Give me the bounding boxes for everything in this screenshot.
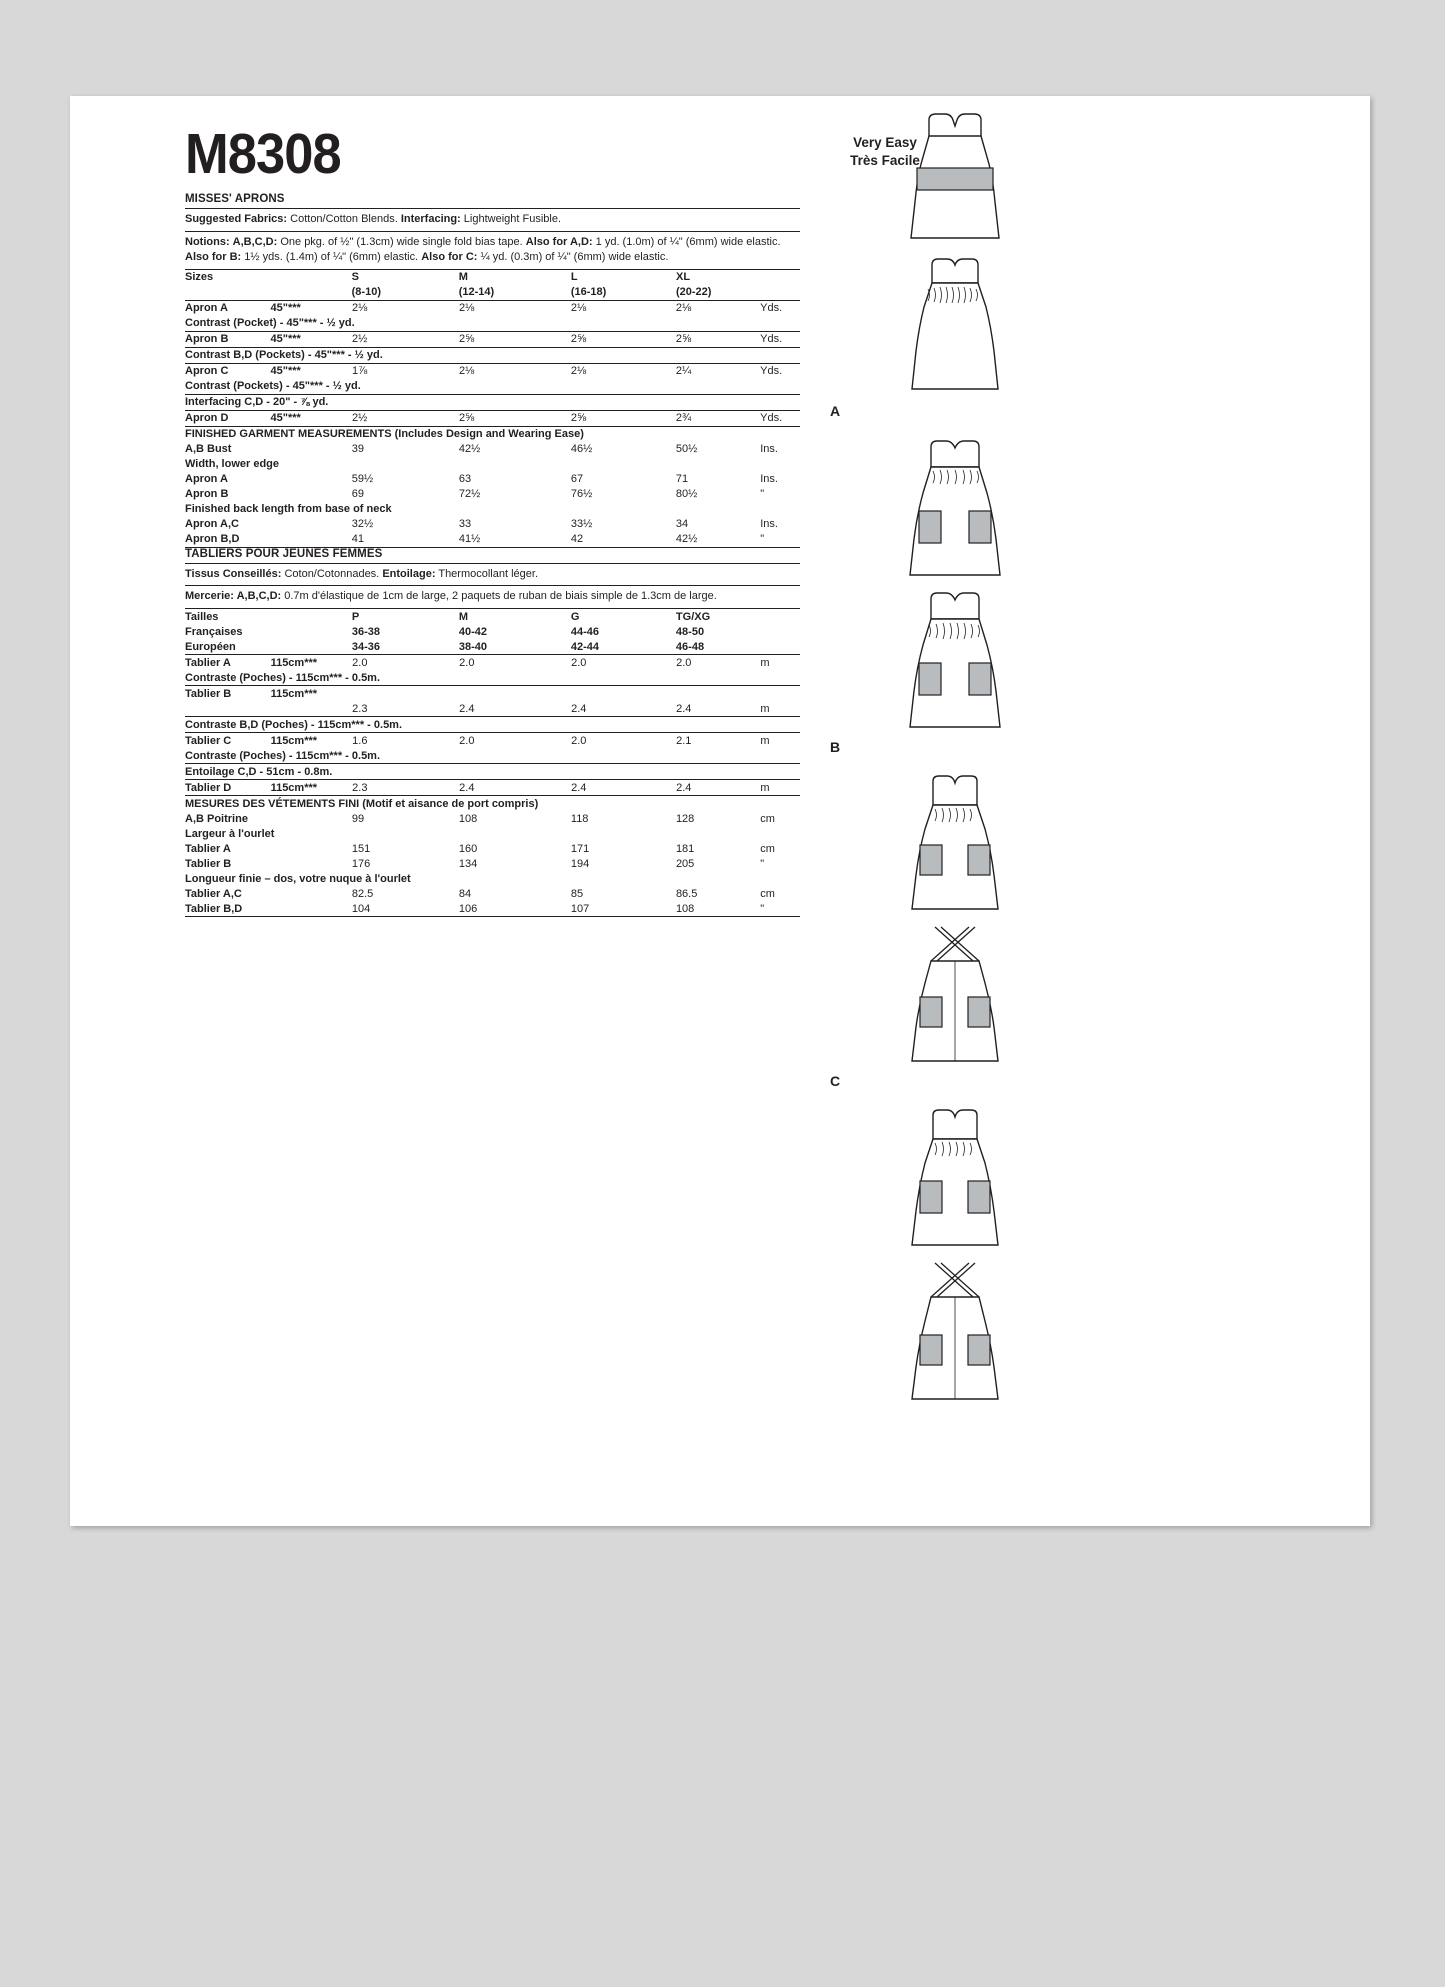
row-unit: m [760, 733, 800, 749]
row-width: 45"*** [271, 331, 352, 347]
table-row [185, 394, 800, 410]
row-unit: Yds. [760, 331, 800, 347]
row-width: 115cm*** [271, 733, 353, 749]
table-row [185, 517, 800, 532]
row-value: 99 [351, 812, 365, 825]
row-value: 33 [458, 518, 472, 531]
sizes-label-fr: Tailles [185, 610, 219, 623]
row-value: 108 [458, 812, 478, 825]
row-value: 2⅝ [571, 410, 676, 426]
category-heading-fr: TABLIERS POUR JEUNES FEMMES [185, 547, 383, 560]
row-value: 2¾ [676, 410, 760, 426]
row-value: 171 [570, 842, 590, 855]
row-width: 45"*** [271, 363, 352, 379]
row-unit: cm [760, 887, 775, 900]
sizes-label-en: Sizes [185, 271, 214, 284]
table-row [185, 856, 800, 871]
difficulty-en: Very Easy [853, 135, 917, 150]
row-note: Contrast (Pockets) - 45"*** - ½ yd. [185, 380, 361, 393]
row-subhead: Longueur finie – dos, votre nuque à l'ourlet [185, 872, 411, 885]
notions-b-text: 1½ yds. (1.4m) of ¼" (6mm) elastic. [244, 251, 419, 264]
row-value: 69 [351, 488, 365, 501]
table-row [185, 331, 800, 347]
illustration-d-back [830, 1257, 1080, 1409]
size-code-l: L [570, 271, 578, 284]
row-value: 72½ [458, 488, 481, 501]
interfacing-label-fr: Entoilage: [382, 567, 436, 580]
row-value: 2⅛ [676, 300, 760, 316]
size-range-m: (12-14) [458, 286, 495, 299]
row-value: 2½ [352, 331, 459, 347]
table-row [185, 472, 800, 487]
row-label: A,B Bust [185, 443, 232, 456]
row-unit: m [760, 780, 800, 796]
row-label: Tablier B [185, 857, 232, 870]
illustration-c-front [830, 771, 1080, 919]
size-range-s: (8-10) [351, 286, 381, 299]
row-value: 2.1 [676, 733, 760, 749]
notions-c-label: Also for C: [421, 251, 478, 264]
notions-abcd-text: One pkg. of ½" (1.3cm) wide single fold bias tape. [280, 235, 523, 248]
fabrics-label-fr: Tissus Conseillés: [185, 567, 282, 580]
row-unit: Yds. [760, 363, 800, 379]
row-value: 2½ [352, 410, 459, 426]
sizes-fr-row [185, 624, 800, 639]
view-label-b: B [830, 739, 841, 755]
row-value: 2⅝ [571, 331, 676, 347]
row-unit: Ins. [760, 518, 778, 531]
row-value: 1.6 [352, 733, 459, 749]
row-subhead: Finished back length from base of neck [185, 503, 392, 516]
row-label: Apron D [185, 410, 271, 426]
table-row [185, 532, 800, 547]
row-value: 39 [351, 443, 365, 456]
notions-text-fr: 0.7m d'élastique de 1cm de large, 2 paquets de ruban de biais simple de 1.3cm de large. [284, 590, 717, 603]
row-value: 80½ [675, 488, 698, 501]
row-value: 34-36 [351, 640, 380, 653]
row-label: Européen [185, 640, 236, 653]
row-label: Tablier A,C [185, 887, 242, 900]
row-label: Tablier A [185, 842, 231, 855]
table-row [185, 316, 800, 332]
row-note: Contraste B,D (Poches) - 115cm*** - 0.5m. [185, 717, 800, 733]
illustration-a-back [830, 253, 1080, 401]
notions-ad-text: 1 yd. (1.0m) of ¼" (6mm) wide elastic. [595, 235, 781, 248]
interfacing-text-fr: Thermocollant léger. [438, 567, 539, 580]
row-unit: " [760, 488, 765, 501]
row-value: 2.0 [571, 733, 676, 749]
size-range-xl: (20-22) [676, 286, 712, 299]
row-unit: Yds. [760, 410, 800, 426]
pattern-number: M8308 [185, 122, 341, 186]
row-note: Contrast (Pocket) - 45"*** - ½ yd. [185, 317, 355, 330]
table-row [185, 733, 800, 749]
finished-heading-en: FINISHED GARMENT MEASUREMENTS (Includes Design and Wearing Ease) [185, 426, 800, 442]
table-row [185, 780, 800, 796]
row-subhead: Largeur à l'ourlet [185, 827, 275, 840]
yardage-table-en [185, 300, 800, 426]
illustration-b-back [830, 587, 1080, 737]
sizes-table-fr [185, 609, 800, 654]
notions-label-en: Notions: [185, 235, 230, 248]
row-label: Tablier D [185, 780, 271, 796]
fabrics-text-en: Cotton/Cotton Blends. [290, 213, 398, 225]
suggested-fabrics-fr [185, 564, 800, 586]
row-value: 2⅛ [459, 363, 571, 379]
row-note: Entoilage C,D - 51cm - 0.8m. [185, 764, 800, 780]
table-row [185, 886, 800, 901]
row-value: 67 [570, 473, 584, 486]
row-value: 128 [675, 812, 695, 825]
size-code-tg: TG/XG [675, 610, 711, 623]
table-row [185, 410, 800, 426]
table-row [185, 901, 800, 916]
row-value: 63 [458, 473, 472, 486]
row-value: 2.3 [352, 702, 368, 715]
row-label: Tablier B [185, 686, 271, 702]
row-value: 2⅛ [571, 300, 676, 316]
table-row [185, 347, 800, 363]
envelope-sheet [70, 96, 1370, 1526]
fabrics-label-en: Suggested Fabrics: [185, 213, 288, 225]
table-row [185, 457, 800, 472]
interfacing-label-en: Interfacing: [400, 213, 461, 225]
row-value: 33½ [570, 518, 593, 531]
row-value: 194 [570, 857, 590, 870]
row-value: 2.0 [352, 655, 459, 671]
row-value: 2.4 [459, 780, 571, 796]
sizes-range-row [185, 285, 800, 300]
row-value: 2.0 [571, 655, 676, 671]
row-value: 2⅝ [459, 410, 571, 426]
notions-fr [185, 586, 800, 608]
row-value: 151 [351, 842, 371, 855]
finished-heading-row-fr [185, 796, 800, 812]
table-row [185, 670, 800, 686]
size-code-g: G [570, 610, 580, 623]
row-value: 2⅝ [459, 331, 571, 347]
row-value: 34 [675, 518, 689, 531]
row-label: Apron A [185, 473, 228, 486]
row-unit: m [760, 702, 770, 715]
size-code-xl: XL [676, 271, 691, 284]
table-row [185, 379, 800, 395]
row-value: 2.4 [676, 702, 692, 715]
row-unit: cm [760, 842, 775, 855]
row-label: Apron B [185, 331, 271, 347]
sizes-eu-row [185, 639, 800, 654]
finished-heading-fr: MESURES DES VÉTEMENTS FINI (Motif et aisance de port compris) [185, 796, 800, 812]
table-row [185, 764, 800, 780]
row-label: Apron B [185, 488, 229, 501]
table-row [185, 717, 800, 733]
row-value: 2⅛ [352, 300, 459, 316]
row-unit: Ins. [760, 443, 778, 456]
row-value: 46-48 [675, 640, 705, 653]
size-range-l: (16-18) [570, 286, 607, 299]
row-width: 115cm*** [271, 655, 353, 671]
row-label: Apron A,C [185, 518, 239, 531]
row-value: 108 [675, 902, 695, 915]
sizes-header-row [185, 270, 800, 285]
row-value: 2.4 [459, 702, 475, 715]
finished-table-en [185, 426, 800, 547]
row-note: Contrast B,D (Pockets) - 45"*** - ½ yd. [185, 347, 800, 363]
row-note: Contraste (Poches) - 115cm*** - 0.5m. [185, 671, 381, 684]
row-value: 48-50 [675, 625, 705, 638]
row-width: 115cm*** [271, 686, 353, 702]
suggested-fabrics-en [185, 209, 800, 231]
row-note: Interfacing C,D - 20" - ⅞ yd. [185, 394, 800, 410]
row-label: A,B Poitrine [185, 812, 248, 825]
text-content [185, 122, 800, 917]
row-value: 32½ [351, 518, 374, 531]
row-width: 115cm*** [271, 780, 353, 796]
table-row [185, 442, 800, 457]
row-width: 45"*** [271, 300, 352, 316]
difficulty-fr: Très Facile [850, 153, 920, 169]
row-unit: Ins. [760, 473, 778, 486]
category-heading-en: MISSES' APRONS [185, 193, 285, 205]
row-value: 44-46 [570, 625, 599, 638]
row-value: 160 [458, 842, 478, 855]
row-unit: m [760, 655, 800, 671]
row-value: 36-38 [351, 625, 380, 638]
row-value: 118 [570, 812, 589, 825]
row-value: 82.5 [351, 887, 374, 900]
row-value: 107 [570, 902, 590, 915]
row-label: Tablier B,D [185, 902, 243, 915]
row-value: 106 [458, 902, 478, 915]
row-value: 1⅞ [352, 363, 459, 379]
row-value: 104 [351, 902, 371, 915]
row-unit: " [760, 902, 765, 915]
row-value: 40-42 [458, 625, 488, 638]
table-row [185, 871, 800, 886]
row-note: Contraste (Poches) - 115cm*** - 0.5m. [185, 749, 381, 762]
size-code-m-fr: M [458, 610, 469, 623]
row-value: 41 [351, 533, 365, 546]
row-value: 42½ [675, 533, 698, 546]
row-label: Françaises [185, 625, 243, 638]
garment-illustrations [830, 106, 1080, 1425]
row-label: Tablier A [185, 655, 271, 671]
row-value: 46½ [570, 443, 593, 456]
yardage-table-fr [185, 654, 800, 795]
row-label: Tablier C [185, 733, 271, 749]
notions-abcd-label: A,B,C,D: [232, 235, 278, 248]
table-row [185, 748, 800, 764]
table-row [185, 826, 800, 841]
table-row [185, 487, 800, 502]
table-row [185, 300, 800, 316]
sizes-header-row-fr [185, 609, 800, 624]
row-value: 41½ [458, 533, 481, 546]
divider [185, 916, 800, 917]
row-width: 45"*** [271, 410, 352, 426]
row-value: 2¼ [676, 363, 760, 379]
row-value: 71 [675, 473, 689, 486]
row-value: 84 [458, 887, 472, 900]
illustration-b-front [830, 435, 1080, 585]
row-value: 42 [570, 533, 584, 546]
illustration-a-front [830, 106, 1080, 251]
row-unit: cm [760, 812, 775, 825]
row-value: 42½ [458, 443, 481, 456]
size-code-m: M [458, 271, 468, 284]
row-value: 2.4 [676, 780, 760, 796]
row-value: 2.0 [459, 655, 571, 671]
row-value: 2.0 [459, 733, 571, 749]
sizes-table-en [185, 270, 800, 300]
row-label: Apron A [185, 300, 271, 316]
notions-ad-label: Also for A,D: [525, 235, 593, 248]
interfacing-text-en: Lightweight Fusible. [463, 213, 562, 225]
row-value: 176 [351, 857, 371, 870]
row-value: 86.5 [675, 887, 698, 900]
row-value: 2.4 [571, 702, 587, 715]
row-value: 2.0 [676, 655, 760, 671]
notions-c-text: ¼ yd. (0.3m) of ¼" (6mm) wide elastic. [480, 251, 669, 264]
notions-b-label: Also for B: [185, 251, 242, 264]
finished-heading-row [185, 426, 800, 442]
row-value: 2.4 [571, 780, 676, 796]
table-row [185, 686, 800, 702]
row-value: 38-40 [458, 640, 488, 653]
row-value: 205 [675, 857, 695, 870]
row-value: 2⅝ [676, 331, 760, 347]
table-row [185, 811, 800, 826]
notions-en [185, 232, 800, 269]
row-value: 59½ [351, 473, 374, 486]
row-value: 85 [570, 887, 584, 900]
row-unit: Yds. [760, 300, 800, 316]
table-row [185, 841, 800, 856]
table-row [185, 502, 800, 517]
table-row [185, 363, 800, 379]
row-value: 42-44 [570, 640, 599, 653]
row-label: Apron C [185, 363, 271, 379]
size-code-s: S [351, 271, 359, 284]
finished-table-fr [185, 795, 800, 916]
row-label: Apron B,D [185, 533, 240, 546]
row-value: 181 [675, 842, 695, 855]
notions-label-fr: Mercerie: A,B,C,D: [185, 590, 282, 603]
row-value: 2.3 [352, 780, 459, 796]
row-value: 50½ [675, 443, 698, 456]
row-value: 2⅛ [571, 363, 676, 379]
row-unit: " [760, 857, 765, 870]
fabrics-text-fr: Coton/Cotonnades. [284, 567, 380, 580]
row-value: 134 [458, 857, 478, 870]
row-unit: " [760, 533, 765, 546]
row-value: 76½ [570, 488, 593, 501]
table-row [185, 701, 800, 717]
illustration-c-back [830, 921, 1080, 1071]
view-label-c: C [830, 1073, 841, 1089]
row-subhead: Width, lower edge [185, 458, 280, 471]
row-value: 2⅛ [459, 300, 571, 316]
view-label-a: A [830, 403, 841, 419]
size-code-p: P [351, 610, 360, 623]
illustration-d-front [830, 1105, 1080, 1255]
table-row [185, 655, 800, 671]
